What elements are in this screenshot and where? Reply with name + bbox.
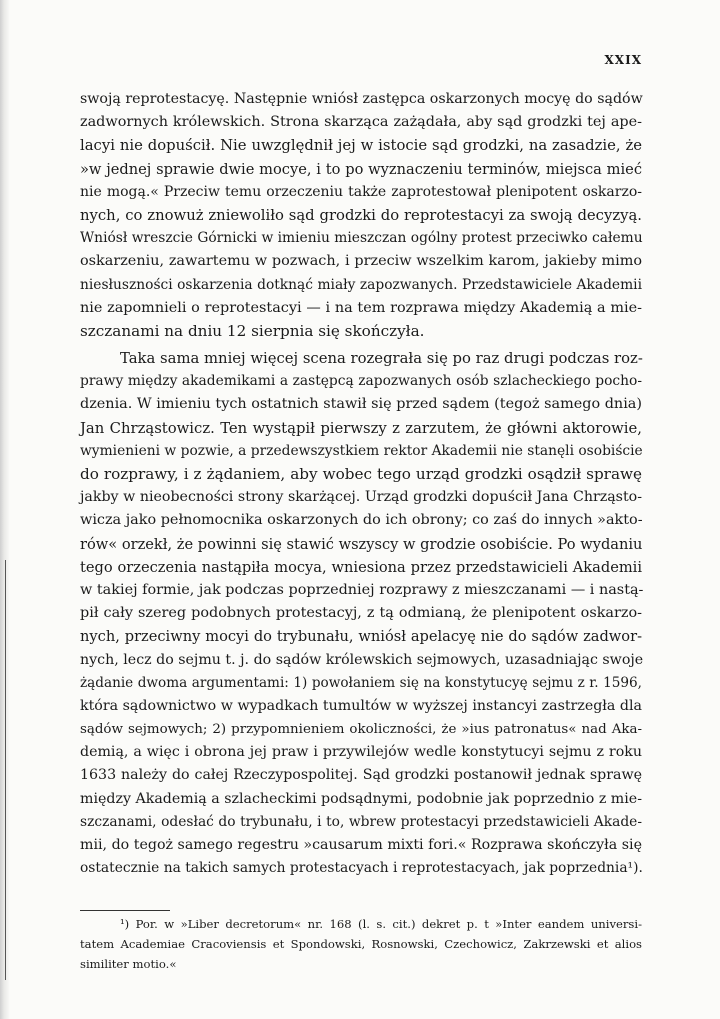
text-line: w takiej formie, jak podczas poprzedniej rozprawy z mieszczanami — i nastą- (80, 581, 644, 598)
text-line: między Akademią a szlacheckimi podsądnymi, podobnie jak poprzednio z mie- (80, 790, 642, 807)
footnote-line: similiter motio.« (80, 957, 177, 971)
text-line: lacyi nie dopuścił. Nie uwzględnił jej w istocie sąd grodzki, na zasadzie, że (80, 137, 642, 155)
body-text (80, 88, 642, 880)
text-line: Taka sama mniej więcej scena rozegrała się po raz drugi podczas roz- (120, 350, 643, 368)
text-line: 1633 należy do całej Rzeczypospolitej. Sąd grodzki postanowił jednak sprawę (80, 767, 642, 784)
text-line: sądów sejmowych; 2) przypomnieniem okoliczności, że »ius patronatus« nad Aka- (80, 722, 642, 738)
text-line: do rozprawy, i z żądaniem, aby wobec tego urząd grodzki osądził sprawę (80, 465, 642, 483)
text-line: żądanie dwoma argumentami: 1) powołaniem się na konstytucyę sejmu z r. 1596, (80, 674, 642, 691)
page-number: XXIX (604, 53, 642, 67)
text-line: dzenia. W imieniu tych ostatnich stawił się przed sądem (tegoż samego dnia) (80, 396, 642, 413)
text-line: szczanami na dniu 12 sierpnia się skończyła. (80, 321, 425, 340)
text-line: nych, co znowuż zniewoliło sąd grodzki do reprotestacyi za swoją decyzyą. (80, 206, 642, 224)
text-line: tego orzeczenia nastąpiła mocya, wniesiona przez przedstawicieli Akademii (80, 558, 642, 576)
text-line: demią, a więc i obrona jej praw i przywilejów wedle konstytucyi sejmu z roku (80, 744, 642, 761)
text-line: szczanami, odesłać do trybunału, i to, wbrew protestacyi przedstawicieli Akade- (80, 813, 642, 830)
text-line: wicza jako pełnomocnika oskarzonych do ich obrony; co zaś do innych »akto- (80, 512, 643, 529)
text-line: Jan Chrząstowicz. Ten wystąpił pierwszy z zarzutem, że główni aktorowie, (80, 419, 642, 437)
paragraph-2 (80, 347, 642, 880)
text-line: nych, przeciwny mocyi do trybunału, wniósł apelacyę nie do sądów zadwor- (80, 628, 642, 646)
text-line: ostatecznie na takich samych protestacyach i reprotestacyach, jak poprzednia¹). (80, 860, 643, 877)
text-line: nie zapomnieli o reprotestacyi — i na tem rozprawa między Akademią a mie- (80, 299, 642, 316)
text-line: niesłuszności oskarzenia dotknąć miały zapozwanych. Przedstawiciele Akademii (80, 276, 642, 293)
text-line: prawy między akademikami a zastępcą zapozwanych osób szlacheckiego pocho- (80, 373, 642, 390)
text-line: Wniósł wreszcie Górnicki w imieniu mieszczan ogólny protest przeciwko całemu (80, 230, 643, 247)
scan-edge-rule (5, 560, 6, 980)
text-line: jakby w nieobecności strony skarżącej. Urząd grodzki dopuścił Jana Chrząsto- (80, 489, 642, 506)
text-line: rów« orzekł, że powinni się stawić wszyscy w grodzie osobiście. Po wydaniu (80, 535, 643, 553)
text-line: która sądownictwo w wypadkach tumultów w wyższej instancyi zastrzegła dla (80, 697, 642, 714)
scan-edge (0, 0, 10, 1019)
footnote (80, 914, 642, 974)
text-line: oskarzeniu, zawartemu w pozwach, i przeciw wszelkim karom, jakieby mimo (80, 253, 642, 270)
footnote-divider (80, 910, 170, 911)
footnote-line: ¹) Por. w »Liber decretorum« nr. 168 (l. s. cit.) dekret p. t »Inter eandem universi- (120, 917, 642, 931)
text-line: nych, lecz do sejmu t. j. do sądów królewskich sejmowych, uzasadniając swoje (80, 651, 644, 668)
text-line: mii, do tegoż samego regestru »causarum mixti fori.« Rozprawa skończyła się (80, 837, 642, 853)
text-line: swoją reprotestacyę. Następnie wniósł zastępca oskarzonych mocyę do sądów (80, 91, 643, 107)
text-line: »w jednej sprawie dwie mocye, i to po wyznaczeniu terminów, miejsca mieć (80, 160, 642, 178)
text-line: zadwornych królewskich. Strona skarząca zażądała, aby sąd grodzki tej ape- (80, 114, 642, 131)
text-line: nie mogą.« Przeciw temu orzeczeniu także zaprotestował plenipotent oskarzo- (80, 183, 642, 200)
footnote-line: tatem Academiae Cracoviensis et Spondowski, Rosnowski, Czechowicz, Zakrzewski et alios (80, 937, 642, 951)
paragraph-1 (80, 88, 642, 343)
text-line: wymienieni w pozwie, a przedewszystkiem rektor Akademii nie stanęli osobiście (80, 442, 643, 459)
text-line: pił cały szereg podobnych protestacyj, z tą odmianą, że plenipotent oskarzo- (80, 605, 642, 622)
